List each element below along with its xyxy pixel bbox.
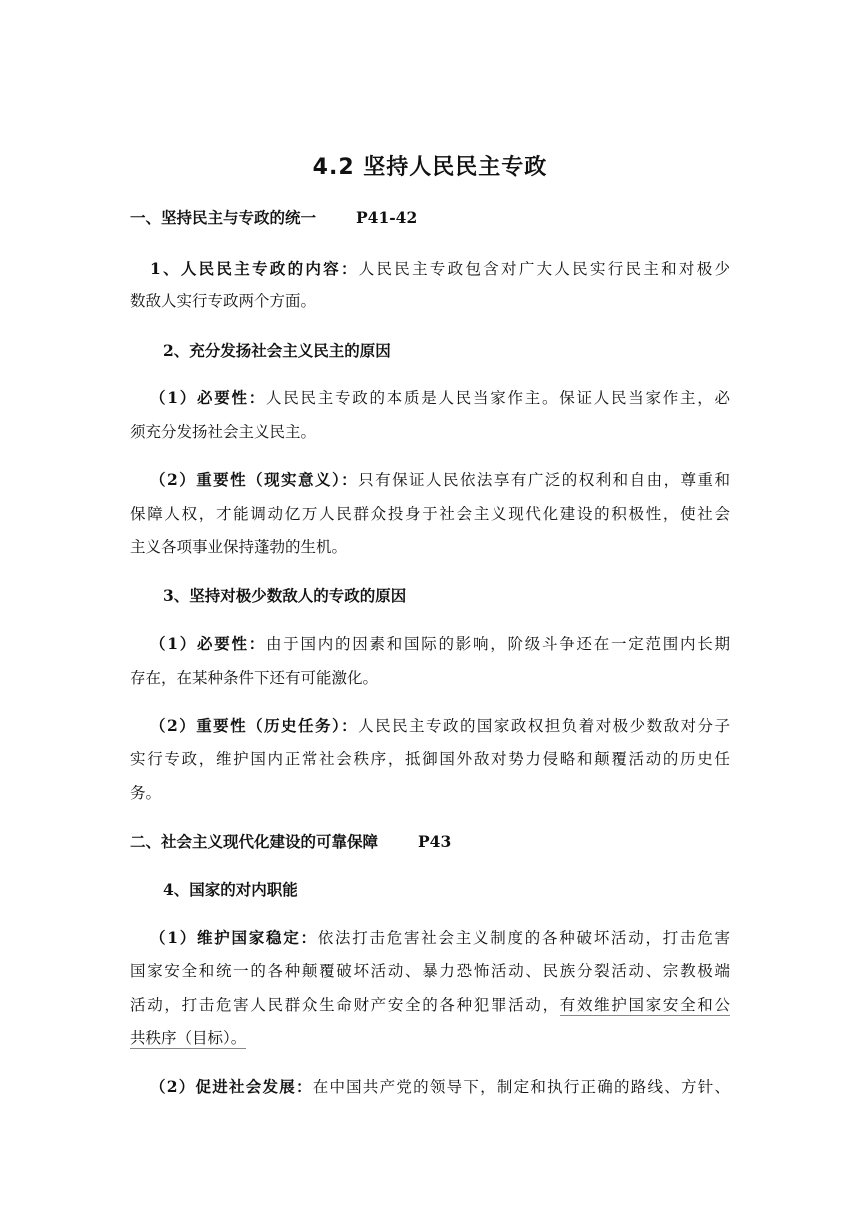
paragraph-3a-text-1: 由于国内的因素和国际的影响，阶级斗争还在一定范围内长期 (266, 635, 730, 653)
paragraph-4a-line-1 (150, 928, 730, 948)
paragraph-1-head: 1、人民民主专政的内容： (150, 259, 359, 278)
paragraph-2a-line-1 (150, 388, 730, 408)
paragraph-4b-head: （2）促进社会发展： (150, 1077, 313, 1096)
paragraph-2b-line-1 (150, 470, 730, 490)
paragraph-2b-head: （2）重要性（现实意义）： (150, 470, 359, 489)
page-title: 4.2 坚持人民民主专政 (312, 155, 548, 180)
paragraph-3b-line-3: 务。 (130, 784, 162, 802)
subheading-4: 4、国家的对内职能 (163, 880, 298, 899)
paragraph-3a-line-2: 存在，在某种条件下还有可能激化。 (130, 669, 379, 687)
page-ref-1: P41-42 (356, 208, 418, 227)
paragraph-3a-head: （1）必要性： (150, 634, 267, 653)
paragraph-1-text-1: 人民民主专政包含对广大人民实行民主和对极少 (358, 260, 730, 278)
paragraph-4a-head: （1）维护国家稳定： (150, 928, 318, 947)
section-heading-2-text: 二、社会主义现代化建设的可靠保障 (130, 832, 379, 851)
paragraph-4a-line-3 (130, 995, 730, 1015)
paragraph-2a-text-1: 人民民主专政的本质是人民当家作主。保证人民当家作主，必 (266, 389, 730, 407)
paragraph-4b-line-1 (150, 1077, 730, 1097)
paragraph-4a-line-4 (130, 1028, 730, 1048)
section-heading-1-text: 一、坚持民主与专政的统一 (130, 208, 317, 227)
paragraph-2a-head: （1）必要性： (150, 388, 267, 407)
paragraph-2b-text-1: 只有保证人民依法享有广泛的权利和自由，尊重和 (358, 471, 730, 489)
paragraph-4b-text-1: 在中国共产党的领导下，制定和执行正确的路线、方针、 (312, 1078, 730, 1096)
subheading-3: 3、坚持对极少数敌人的专政的原因 (163, 586, 407, 605)
paragraph-3b-line-2: 实行专政，维护国内正常社会秩序，抵御国外敌对势力侵略和颠覆活动的历史任 (130, 750, 730, 768)
page-ref-2: P43 (418, 832, 452, 851)
paragraph-4a-text-1: 依法打击危害社会主义制度的各种破坏活动，打击危害 (317, 929, 730, 947)
paragraph-3b-line-1 (150, 716, 730, 736)
subheading-2: 2、充分发扬社会主义民主的原因 (163, 341, 391, 360)
paragraph-1-line-2: 数敌人实行专政两个方面。 (130, 292, 317, 310)
paragraph-4a-text-3: 活动，打击危害人民群众生命财产安全的各种犯罪活动， (130, 996, 560, 1014)
section-heading-1 (130, 208, 730, 228)
paragraph-2b-line-3: 主义各项事业保持蓬勃的生机。 (130, 538, 348, 556)
paragraph-4a-line-2: 国家安全和统一的各种颠覆破坏活动、暴力恐怖活动、民族分裂活动、宗教极端 (130, 962, 730, 980)
paragraph-3a-line-1 (150, 634, 730, 654)
paragraph-2a-line-2: 须充分发扬社会主义民主。 (130, 423, 317, 441)
paragraph-1-line-1 (150, 259, 730, 279)
underlined-goal-text-end: 共秩序（目标）。 (130, 1029, 247, 1047)
paragraph-3b-text-1: 人民民主专政的国家政权担负着对极少数敌对分子 (358, 717, 730, 735)
underlined-goal-text: 有效维护国家安全和公 (559, 996, 730, 1014)
paragraph-3b-head: （2）重要性（历史任务）： (150, 716, 359, 735)
paragraph-2b-line-2: 保障人权，才能调动亿万人民群众投身于社会主义现代化建设的积极性，使社会 (130, 505, 730, 523)
section-heading-2 (130, 832, 730, 852)
